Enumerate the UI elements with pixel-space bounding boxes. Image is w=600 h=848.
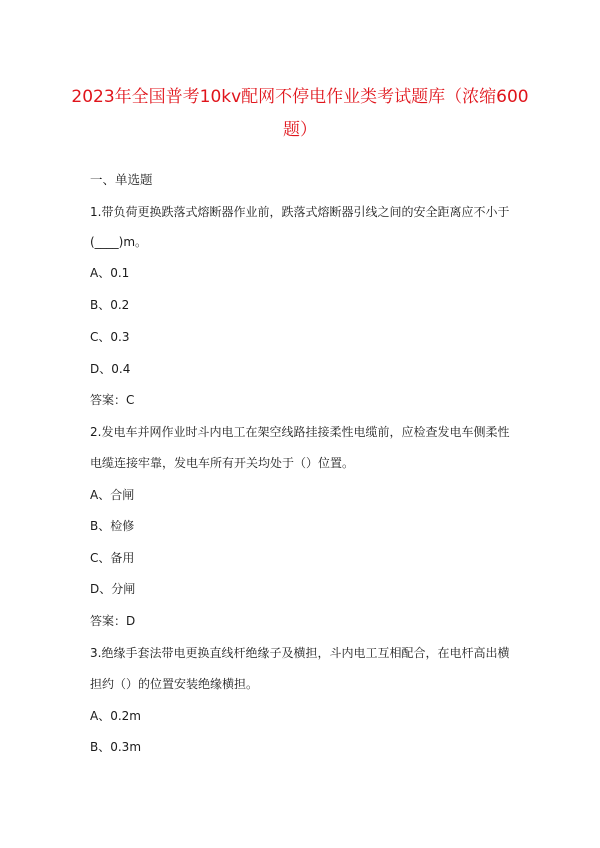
question-3-stem-line-1: 3.绝缘手套法带电更换直线杆绝缘子及横担，斗内电工互相配合，在电杆高出横 bbox=[90, 646, 510, 660]
question-3-stem-line-2: 担约（）的位置安装绝缘横担。 bbox=[90, 677, 259, 691]
question-3-option-b: B、0.3m bbox=[90, 740, 142, 754]
section-heading: 一、单选题 bbox=[90, 172, 153, 187]
document-title-line-2: 题） bbox=[283, 120, 317, 140]
question-2-option-b: B、检修 bbox=[90, 519, 135, 533]
question-1-option-c: C、0.3 bbox=[90, 330, 130, 344]
question-2-stem-line-2: 电缆连接牢靠，发电车所有开关均处于（）位置。 bbox=[90, 456, 355, 470]
question-1-stem-line-2: (____)m。 bbox=[90, 235, 148, 249]
question-3-option-a: A、0.2m bbox=[90, 709, 141, 723]
question-1-option-b: B、0.2 bbox=[90, 298, 130, 312]
question-2-option-c: C、备用 bbox=[90, 551, 135, 565]
question-2-option-a: A、合闸 bbox=[90, 488, 135, 502]
question-1-stem-line-1: 1.带负荷更换跌落式熔断器作业前，跌落式熔断器引线之间的安全距离应不小于 bbox=[90, 205, 510, 219]
question-2-answer: 答案：D bbox=[90, 614, 136, 628]
document-title-line-1: 2023年全国普考10kv配网不停电作业类考试题库（浓缩600 bbox=[71, 87, 529, 107]
question-1-option-d: D、0.4 bbox=[90, 362, 131, 376]
question-1-answer: 答案：C bbox=[90, 393, 135, 407]
question-2-stem-line-1: 2.发电车并网作业时斗内电工在架空线路挂接柔性电缆前，应检查发电车侧柔性 bbox=[90, 425, 510, 439]
question-1-option-a: A、0.1 bbox=[90, 266, 130, 280]
question-2-option-d: D、分闸 bbox=[90, 582, 136, 596]
